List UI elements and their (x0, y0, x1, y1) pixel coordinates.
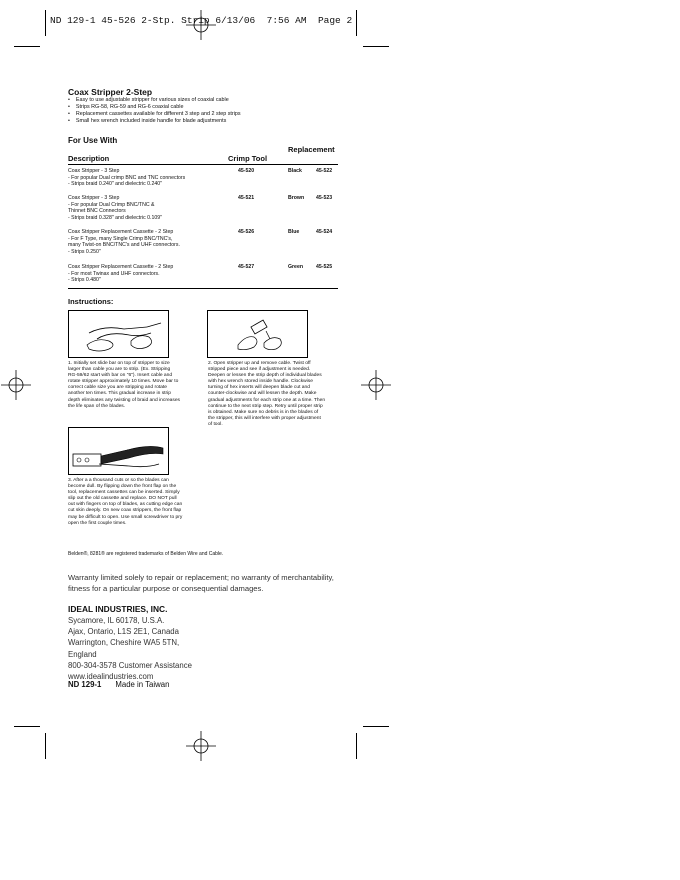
row-crimp-tool: 45-527 (238, 264, 255, 270)
row-die-set: 45-525 (316, 264, 333, 270)
feature-item: • Small hex wrench included inside handle for blade adjustments (68, 118, 241, 125)
row-die-set: 45-523 (316, 195, 333, 201)
section-title: For Use With (68, 136, 118, 145)
table-row (68, 195, 338, 227)
crop-mark (45, 10, 46, 36)
crop-mark (363, 46, 389, 47)
crop-mark (14, 726, 40, 727)
table-row (68, 264, 338, 286)
crop-mark (356, 10, 357, 36)
col-header-crimp-tool: Crimp Tool (228, 154, 268, 163)
row-color: Brown (288, 195, 305, 201)
registration-mark-left (1, 370, 31, 400)
step1-text: 1. Initially set slide bar on top of stripper to size larger than cable you are to strip. (Ex. Stripping RG-59/62 start with bar on "6"). Insert cable and rotate stripper approximately 10 times. Move bar to correct cable size you are stripping and rotate another ten times. This gradual increase in strip depth eliminates any twisting of braid and increases the life span of the blades. (68, 361, 181, 409)
row-color: Black (288, 168, 302, 174)
product-title: Coax Stripper 2-Step (68, 87, 153, 97)
registration-mark-bottom (186, 731, 216, 761)
registration-mark-top (186, 10, 216, 40)
row-description: Coax Stripper - 3 Step - For popular Dual crimp BNC and TNC connectors - Strips braid 0.240" and dielectric 0.240" (68, 168, 186, 188)
crop-mark (356, 733, 357, 759)
feature-item: • Replacement cassettes available for different 3 step and 2 step strips (68, 111, 241, 118)
company-name: IDEAL INDUSTRIES, INC. (68, 604, 168, 614)
registration-mark-right (361, 370, 391, 400)
feature-list (68, 97, 241, 125)
row-color: Blue (288, 229, 300, 235)
feature-item: • Strips RG-58, RG-59 and RG-6 coaxial cable (68, 104, 241, 111)
row-color: Green (288, 264, 303, 270)
step2-text: 2. Open stripper up and remove cable. Twist off stripped piece and see if adjustment is needed. Deepen or lessen the strip depth of individual blades with hex wrench stored inside handle. Clockwise turning of hex inserts will deepen blade cut and counter-clockwise and will lessen the depth. Make gradual adjustments for each strip one at a time. Then continue to the next strip step. Retry until proper strip is obtained. Make sure no debris is in the blades of the stripper, this will interfere with proper adjustment of tool. (208, 361, 326, 427)
footer (68, 680, 169, 689)
row-description: Coax Stripper Replacement Cassette - 2 Step - For most Twinax and UHF connectors. - Strips 0.480" (68, 264, 174, 284)
step3-text: 3. After a a thousand cuts or so the blades can become dull. By flipping down the front flap on the tool, replacement cassettes can be inserted. Simply slip out the old cassette and replace. DO NOT pull out with fingers on top of blades, as cutting edge can cut skin deeply. On new coax strippers, the front flap may be difficult to open. Use small screwdriver to pry open the first couple times. (68, 478, 183, 526)
table-row (68, 229, 338, 261)
step3-illustration (68, 427, 169, 475)
company-address: Sycamore, IL 60178, U.S.A. Ajax, Ontario, L1S 2E1, Canada Warrington, Cheshire WA5 5TN, England 800-304-3578 Customer Assistance www.idealindustries.com (68, 616, 192, 682)
instructions-title: Instructions: (68, 297, 114, 306)
row-crimp-tool: 45-521 (238, 195, 255, 201)
crop-mark (363, 726, 389, 727)
feature-item: • Easy to use adjustable stripper for various sizes of coaxial cable (68, 97, 241, 104)
row-description: Coax Stripper Replacement Cassette - 2 Step - For F Type, many Single Crimp BNC/TNC's, many Twist-on BNC/TNC's and UHF connectors. - Strips 0.250" (68, 229, 180, 255)
crop-mark (45, 733, 46, 759)
table-row (68, 168, 338, 198)
table-rule-top (68, 164, 338, 165)
print-header: ND 129-1 45-526 2-Stp. Strip 6/13/06 7:56 AM Page 2 (50, 15, 353, 26)
row-description: Coax Stripper - 3 Step - For popular Dual Crimp BNC/TNC & Thinnet BNC Connectors - Strips braid 0.328" and dielectric 0.109" (68, 195, 162, 221)
step1-illustration (68, 310, 169, 358)
crop-mark (14, 46, 40, 47)
row-die-set: 45-524 (316, 229, 333, 235)
table-rule-bottom (68, 288, 338, 289)
document-code: ND 129-1 (68, 680, 102, 689)
row-die-set: 45-522 (316, 168, 333, 174)
col-header-replacement: Replacement (288, 145, 335, 154)
warranty-text: Warranty limited solely to repair or replacement; no warranty of merchantability, fitness for a particular purpose or consequential damages. (68, 573, 334, 593)
row-crimp-tool: 45-520 (238, 168, 255, 174)
made-in: Made in Taiwan (115, 680, 170, 689)
row-crimp-tool: 45-526 (238, 229, 255, 235)
step2-illustration (207, 310, 308, 358)
trademark-note: Belden®, 8281® are registered trademarks of Belden Wire and Cable. (68, 551, 224, 557)
col-header-description: Description (68, 154, 110, 163)
